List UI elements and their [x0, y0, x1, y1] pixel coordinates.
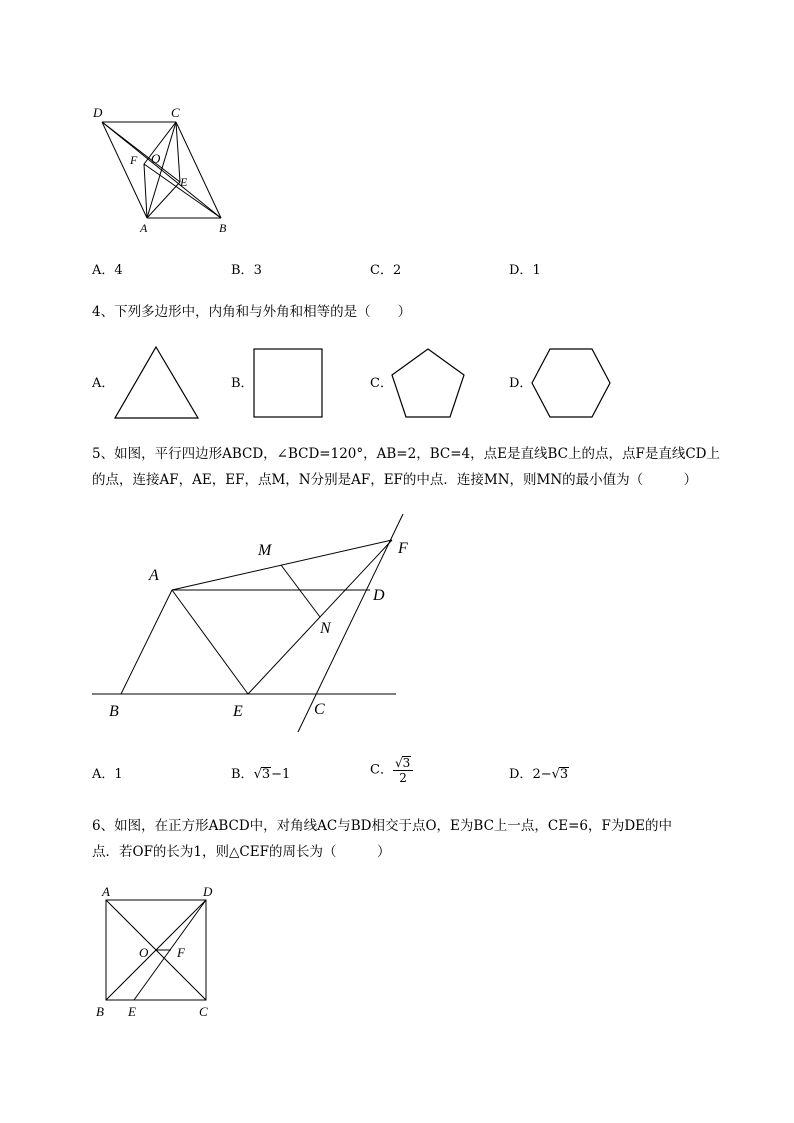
q6-label-o: O: [139, 945, 149, 960]
q5-stem-line2: 的点，连接AF，AE，EF，点M，N分别是AF，EF的中点．连接MN，则MN的最小值为（ ）: [92, 472, 698, 488]
q4-option-c-pentagon[interactable]: [388, 345, 468, 421]
q5-stem-line1: 5、如图，平行四边形ABCD，∠BCD=120°，AB=2，BC=4，点E是直线BC上的点，点F是直线CD上: [92, 446, 720, 462]
q5-option-c-fraction: $\frac{√3}{2}$: [393, 756, 413, 785]
q5-label-e: E: [233, 703, 243, 720]
q6-label-b: B: [96, 1004, 104, 1019]
q3-option-c[interactable]: C．2: [370, 263, 402, 278]
q3-label-c: C: [171, 105, 180, 120]
q5-segment-ab: [121, 590, 172, 694]
q6-label-d: D: [203, 884, 213, 899]
q5-figure: [88, 508, 418, 736]
q5-segment-ae: [172, 590, 248, 694]
q6-figure: [88, 880, 228, 1022]
q5-segment-af: [172, 540, 392, 590]
q5-label-a: A: [149, 567, 159, 584]
q5-label-b: B: [109, 703, 119, 720]
q6-stem-line2: 点．若OF的长为1，则△CEF的周长为（ ）: [92, 844, 391, 860]
q4-option-a-key[interactable]: A．: [92, 376, 115, 391]
q4-option-a-triangle[interactable]: [112, 344, 202, 422]
q4-option-b-key[interactable]: B．: [231, 376, 254, 391]
q5-label-n: N: [320, 620, 331, 637]
q5-option-a[interactable]: A．1: [92, 767, 123, 782]
q6-stem-line1: 6、如图，在正方形ABCD中，对角线AC与BD相交于点O，E为BC上一点，CE=6，F为DE的中: [92, 818, 673, 834]
q4-option-d-key[interactable]: D．: [509, 376, 533, 391]
q3-label-a: A: [140, 221, 148, 235]
q3-edge-cb: [176, 122, 221, 218]
q5-segment-mn: [281, 565, 320, 617]
q4-option-b-square[interactable]: [252, 347, 326, 421]
q5-label-d: D: [373, 587, 385, 604]
q3-label-b: B: [219, 221, 227, 235]
q4-option-c-key[interactable]: C．: [370, 376, 393, 391]
q3-figure: [88, 100, 238, 240]
q3-label-e: E: [180, 175, 188, 189]
q5-label-f: F: [398, 540, 408, 557]
q3-option-d[interactable]: D．1: [509, 263, 541, 278]
q5-option-b[interactable]: B．√3−1: [231, 767, 291, 782]
q3-diag-db: [102, 122, 221, 218]
q3-option-b[interactable]: B．3: [231, 263, 262, 278]
q6-label-a: A: [102, 884, 110, 899]
q3-option-a[interactable]: A．4: [92, 263, 123, 278]
q3-edge-ad: [102, 122, 147, 218]
q5-option-d[interactable]: D．2−√3: [509, 767, 569, 782]
q4-option-d-hexagon[interactable]: [529, 346, 613, 420]
q3-label-d: D: [93, 105, 103, 120]
q6-label-e: E: [128, 1004, 136, 1019]
q5-label-c: C: [314, 701, 325, 718]
q3-label-f: F: [130, 153, 138, 167]
q6-label-c: C: [199, 1004, 208, 1019]
q5-label-m: M: [258, 542, 272, 559]
q6-label-f: F: [177, 945, 185, 960]
q5-option-c[interactable]: C． $\frac{√3}{2}$: [370, 756, 413, 785]
q3-label-o: O: [151, 151, 161, 166]
q4-stem: 4、下列多边形中，内角和与外角和相等的是（ ）: [92, 304, 412, 320]
